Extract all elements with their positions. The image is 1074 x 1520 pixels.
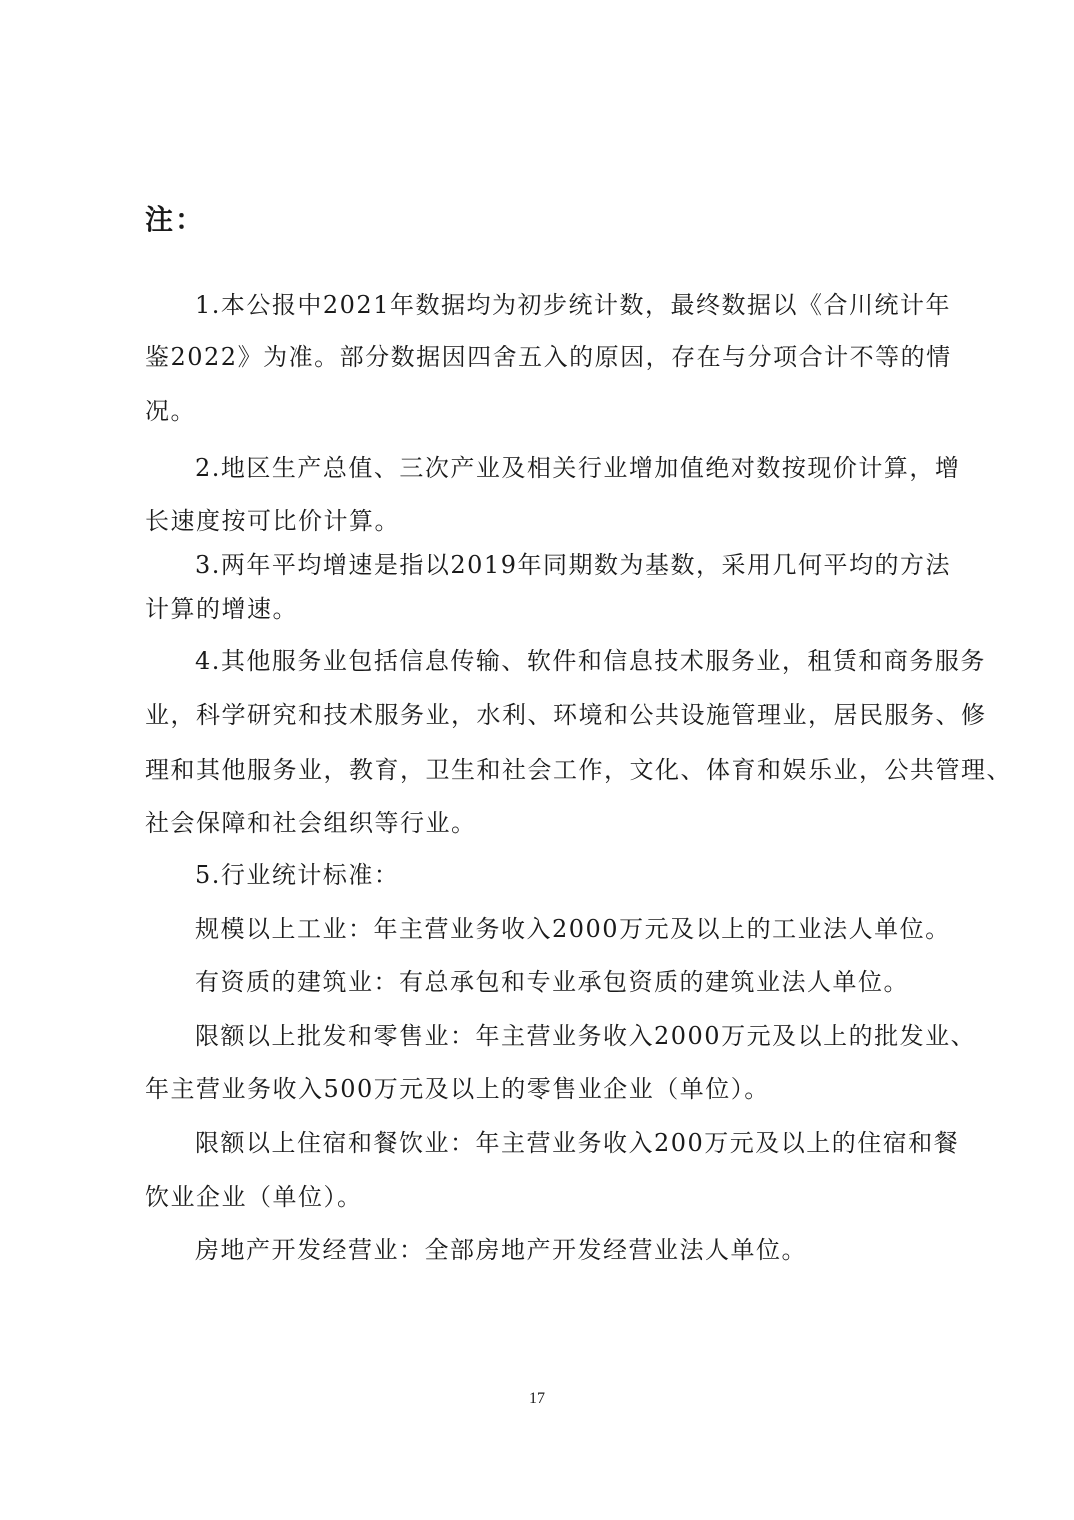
notes-heading: 注： — [145, 203, 206, 236]
standard-accommodation-line-2: 饮业企业（单位）。 — [145, 1183, 363, 1211]
standard-industry: 规模以上工业：年主营业务收入2000万元及以上的工业法人单位。 — [195, 915, 951, 943]
note-2-line-2: 长速度按可比价计算。 — [145, 507, 400, 535]
note-1-line-1: 1.本公报中2021年数据均为初步统计数，最终数据以《合川统计年 — [195, 291, 951, 319]
note-1-line-2: 鉴2022》为准。部分数据因四舍五入的原因，存在与分项合计不等的情 — [145, 343, 952, 371]
note-3-line-2: 计算的增速。 — [145, 595, 298, 623]
standard-wholesale-retail-line-2: 年主营业务收入500万元及以上的零售业企业（单位）。 — [145, 1075, 770, 1103]
note-4-line-1: 4.其他服务业包括信息传输、软件和信息技术服务业，租赁和商务服务 — [195, 647, 986, 675]
note-4-line-2: 业，科学研究和技术服务业，水利、环境和公共设施管理业，居民服务、修 — [145, 701, 987, 729]
note-4-line-4: 社会保障和社会组织等行业。 — [145, 809, 477, 837]
note-1-line-3: 况。 — [145, 397, 196, 425]
standard-accommodation-line-1: 限额以上住宿和餐饮业：年主营业务收入200万元及以上的住宿和餐 — [195, 1129, 960, 1157]
note-3-line-1: 3.两年平均增速是指以2019年同期数为基数，采用几何平均的方法 — [195, 551, 951, 579]
standard-real-estate: 房地产开发经营业：全部房地产开发经营业法人单位。 — [195, 1236, 807, 1264]
note-4-line-3: 理和其他服务业，教育，卫生和社会工作，文化、体育和娱乐业，公共管理、 — [145, 756, 1012, 784]
standard-construction: 有资质的建筑业：有总承包和专业承包资质的建筑业法人单位。 — [195, 968, 909, 996]
standard-wholesale-retail-line-1: 限额以上批发和零售业：年主营业务收入2000万元及以上的批发业、 — [195, 1022, 977, 1050]
note-5-title: 5.行业统计标准： — [195, 861, 400, 889]
note-2-line-1: 2.地区生产总值、三次产业及相关行业增加值绝对数按现价计算，增 — [195, 454, 961, 482]
page-number: 17 — [529, 1390, 545, 1407]
